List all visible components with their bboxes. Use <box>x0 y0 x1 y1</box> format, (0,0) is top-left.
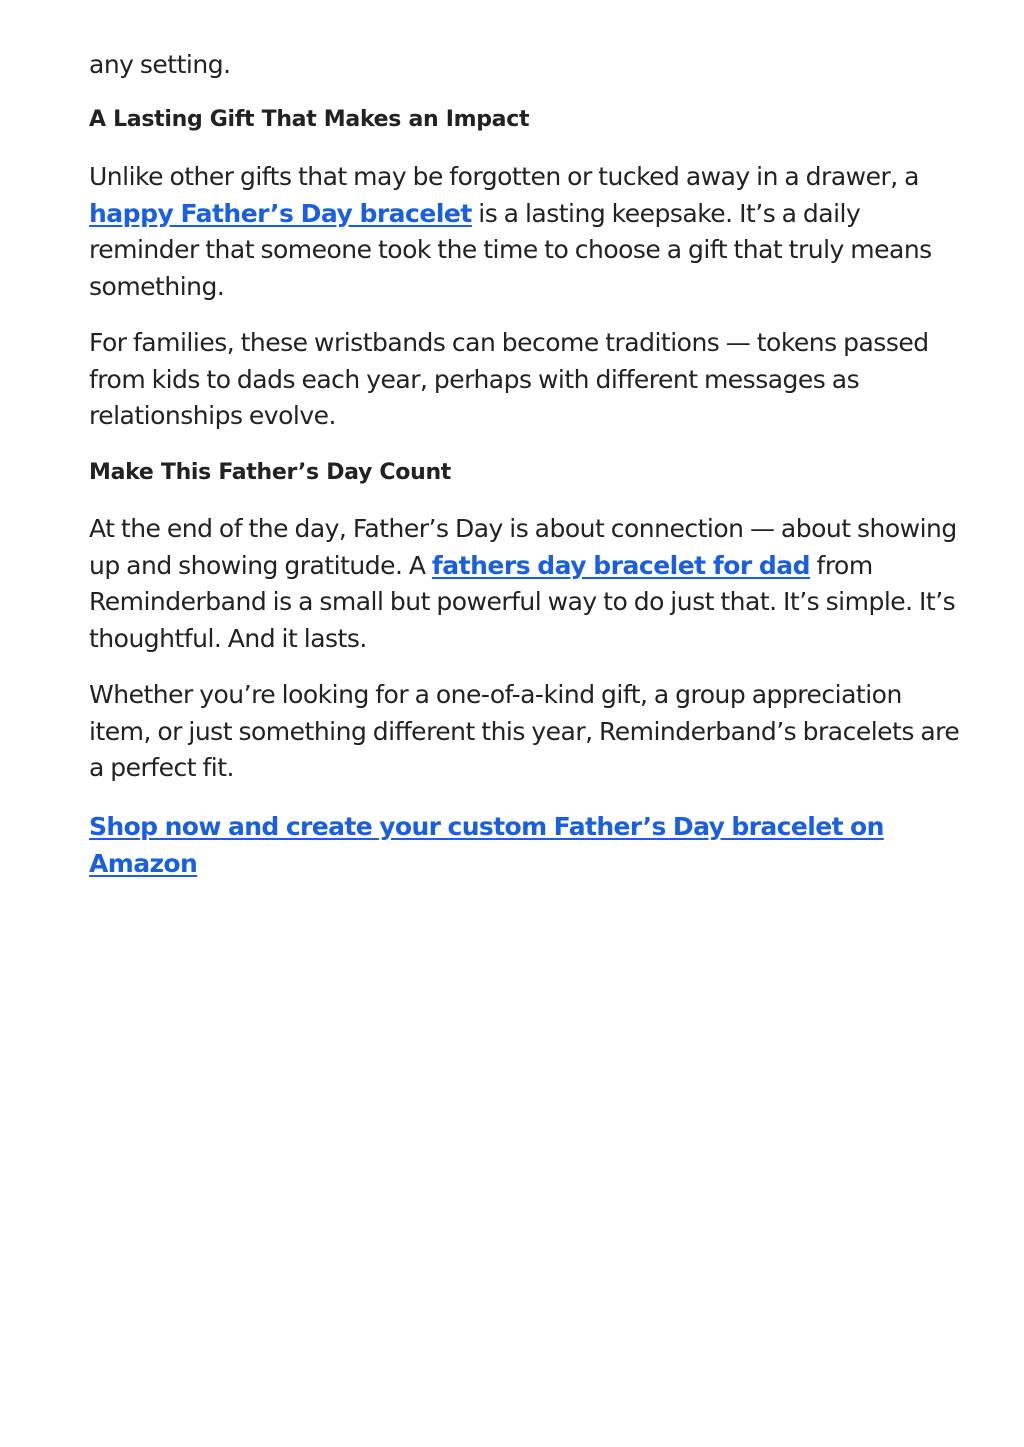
paragraph-intro-end: any setting. <box>89 50 231 79</box>
paragraph-lasting-keepsake <box>89 159 969 305</box>
cta-paragraph <box>89 809 969 882</box>
happy-fathers-day-bracelet-link[interactable]: happy Father’s Day bracelet <box>89 198 472 228</box>
fathers-day-bracelet-for-dad-link[interactable]: fathers day bracelet for dad <box>431 550 811 580</box>
paragraph-perfect-fit: Whether you’re looking for a one-of-a-kind gift, a group appreciation item, or just something different this year, Reminderband’s bracelets are a perfect fit. <box>89 680 960 782</box>
section-heading-lasting-gift: A Lasting Gift That Makes an Impact <box>89 107 530 132</box>
paragraph-text: is a lasting keepsake. It’s a daily reminder that someone took the time to choose a gift that truly means something. <box>89 198 932 301</box>
paragraph-family-traditions: For families, these wristbands can become traditions — tokens passed from kids to dads each year, perhaps with different messages as relationships evolve. <box>89 328 929 430</box>
paragraph-text: Unlike other gifts that may be forgotten or tucked away in a drawer, a <box>89 162 919 191</box>
paragraph-text: from Reminderband is a small but powerful way to do just that. It’s simple. It’s thoughtful. And it lasts. <box>89 550 956 653</box>
section-heading-make-it-count: Make This Father’s Day Count <box>89 460 452 485</box>
paragraph-connection <box>89 511 969 657</box>
paragraph-text: At the end of the day, Father’s Day is about connection — about showing up and showing gratitude. A <box>89 514 957 580</box>
shop-amazon-link[interactable]: Shop now and create your custom Father’s Day bracelet on Amazon <box>89 812 884 878</box>
